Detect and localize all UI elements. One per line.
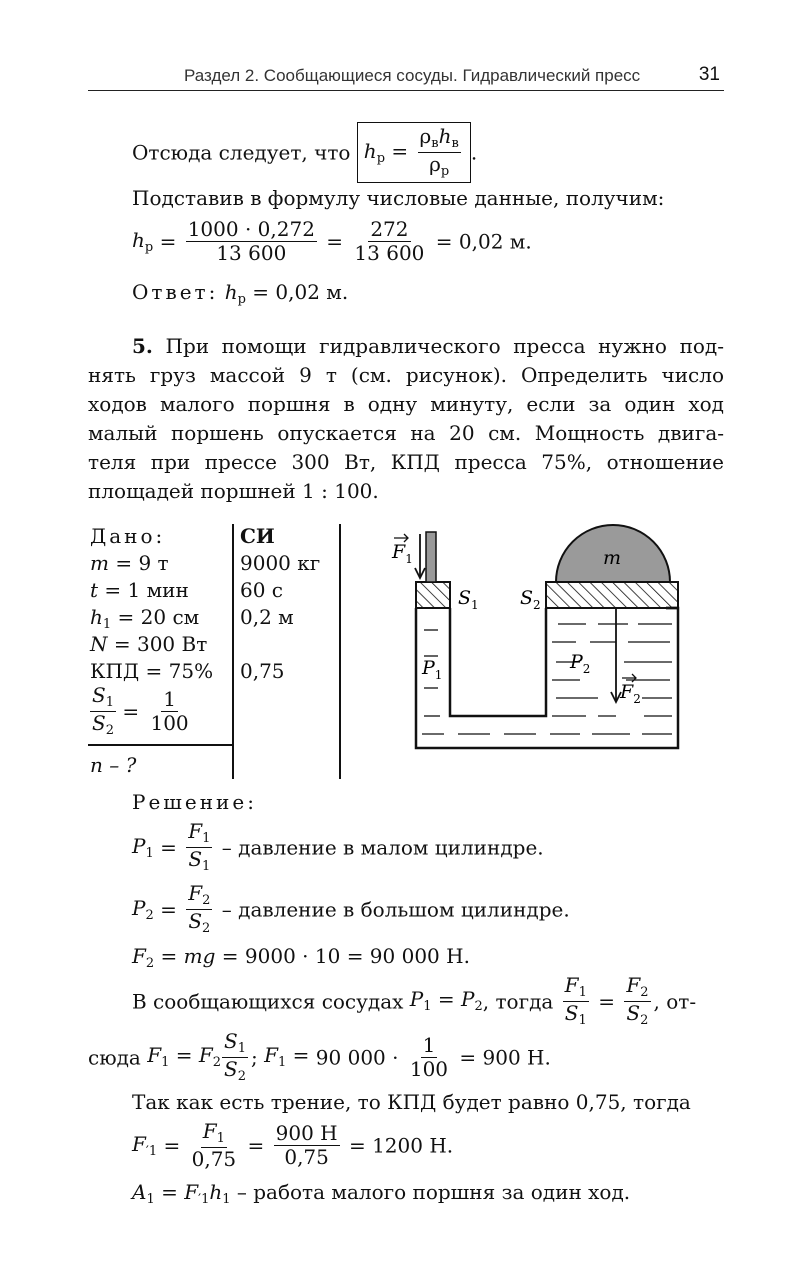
si-label: СИ xyxy=(240,524,275,548)
p1-formula: $P_1$ = $\frac{F_1}{S_1}$ – давление в малом цилиндре. xyxy=(132,819,544,874)
given-row-efficiency: КПД = 75% xyxy=(90,659,214,683)
f1-derivation: сюда $F_1 = F_2$ $\frac{S_1}{S_2}$ ; $F_1 = 90$ 000 · $\frac{1}{100}$ = 900 Н. xyxy=(88,1029,551,1084)
f1-prime-formula: $F_{'1}$ = $\frac{F_1}{0,75}$ = $\frac{900 Н}{0,75}$ = 1200 Н. xyxy=(132,1119,454,1171)
work-formula: $A_1 = F_{'1}h_1$ – работа малого поршня за один ход. xyxy=(132,1180,631,1207)
substitution-text: Подставив в формулу числовые данные, получим: xyxy=(132,186,665,210)
density-fraction: $\frac{\rho_вh_в}{\rho_р}$ xyxy=(419,124,459,179)
hydraulic-press-figure xyxy=(380,520,700,760)
answer-line: Ответ: $h_р = 0,02$ м. xyxy=(132,280,349,307)
given-label: Дано: xyxy=(90,524,166,548)
solution-label: Решение: xyxy=(132,790,257,814)
formula-lead: Отсюда следует, что xyxy=(132,140,351,165)
problem-5-text: 5. При помощи гидравлического пресса нужно под- нять груз массой 9 т (см. рисунок). Определить число ходов малого поршня в одну минуту, если за один ход малый поршень опускается на 20 см. Мощность двига- теля при прессе 300 Вт, КПД пресса 75%, отношение площадей поршней 1 : 100. xyxy=(88,334,725,503)
small-piston xyxy=(416,582,450,608)
running-header xyxy=(88,60,724,91)
given-row-area-ratio: $\frac{S_1}{S_2}$ = $\frac{1}{100}$ xyxy=(92,683,189,738)
small-piston-rod xyxy=(426,532,436,582)
header-title: Раздел 2. Сообщающиеся сосуды. Гидравлический пресс xyxy=(184,66,641,85)
friction-text: Так как есть трение, то КПД будет равно 0,75, тогда xyxy=(132,1090,691,1114)
given-row-time: t = 1 мин xyxy=(90,578,189,602)
page-number: 31 xyxy=(698,64,720,85)
large-piston xyxy=(546,582,678,608)
given-find-separator xyxy=(88,744,233,746)
substitution-formula: $h_р$ = $\frac{1000 \cdot 0,272}{13 600}$ = $\frac{272}{13 600}$ = 0,02 м. xyxy=(132,217,532,265)
label-s2: $S_2$ xyxy=(520,587,541,612)
label-p2: $P_2$ xyxy=(570,651,591,676)
vessel-inner-wall xyxy=(450,608,546,716)
given-divider xyxy=(232,524,234,779)
si-divider xyxy=(339,524,341,779)
given-row-power: N = 300 Вт xyxy=(90,632,208,656)
communicating-vessels-line: В сообщающихся сосудах $P_1 = P_2$, тогда $\frac{F_1}{S_1}$ = $\frac{F_2}{S_2}$ , от- xyxy=(132,973,697,1028)
f2-formula: $F_2$ = mg = 9000 · 10 = 90 000 Н. xyxy=(132,944,470,971)
boxed-formula: $h_р$ = $\frac{\rho_вh_в}{\rho_р}$ xyxy=(357,122,471,183)
label-f1: $F_1$ xyxy=(392,541,413,566)
answer-label: Ответ: xyxy=(132,280,219,304)
formula-result-line: Отсюда следует, что $h_р$ = $\frac{\rho_вh_в}{\rho_р}$ . xyxy=(132,122,477,183)
label-f2: $F_2$ xyxy=(620,681,641,706)
label-s1: $S_1$ xyxy=(458,587,479,612)
label-m: m xyxy=(603,547,622,569)
given-row-height: $h_1 = 20$ см xyxy=(90,605,200,632)
label-p1: $P_1$ xyxy=(422,657,443,682)
given-row-mass: m = 9 т xyxy=(90,551,169,575)
p2-formula: $P_2$ = $\frac{F_2}{S_2}$ – давление в большом цилиндре. xyxy=(132,881,570,936)
given-table: Дано: СИ m = 9 т 9000 кг t = 1 мин 60 с $h_1 = 20$ см 0,2 м N = 300 Вт КПД = 75% 0,75 $\frac{S_1}{S_2}$ = $\frac{1}{100}$ n – ? xyxy=(88,524,348,779)
given-find: n – ? xyxy=(90,753,137,777)
